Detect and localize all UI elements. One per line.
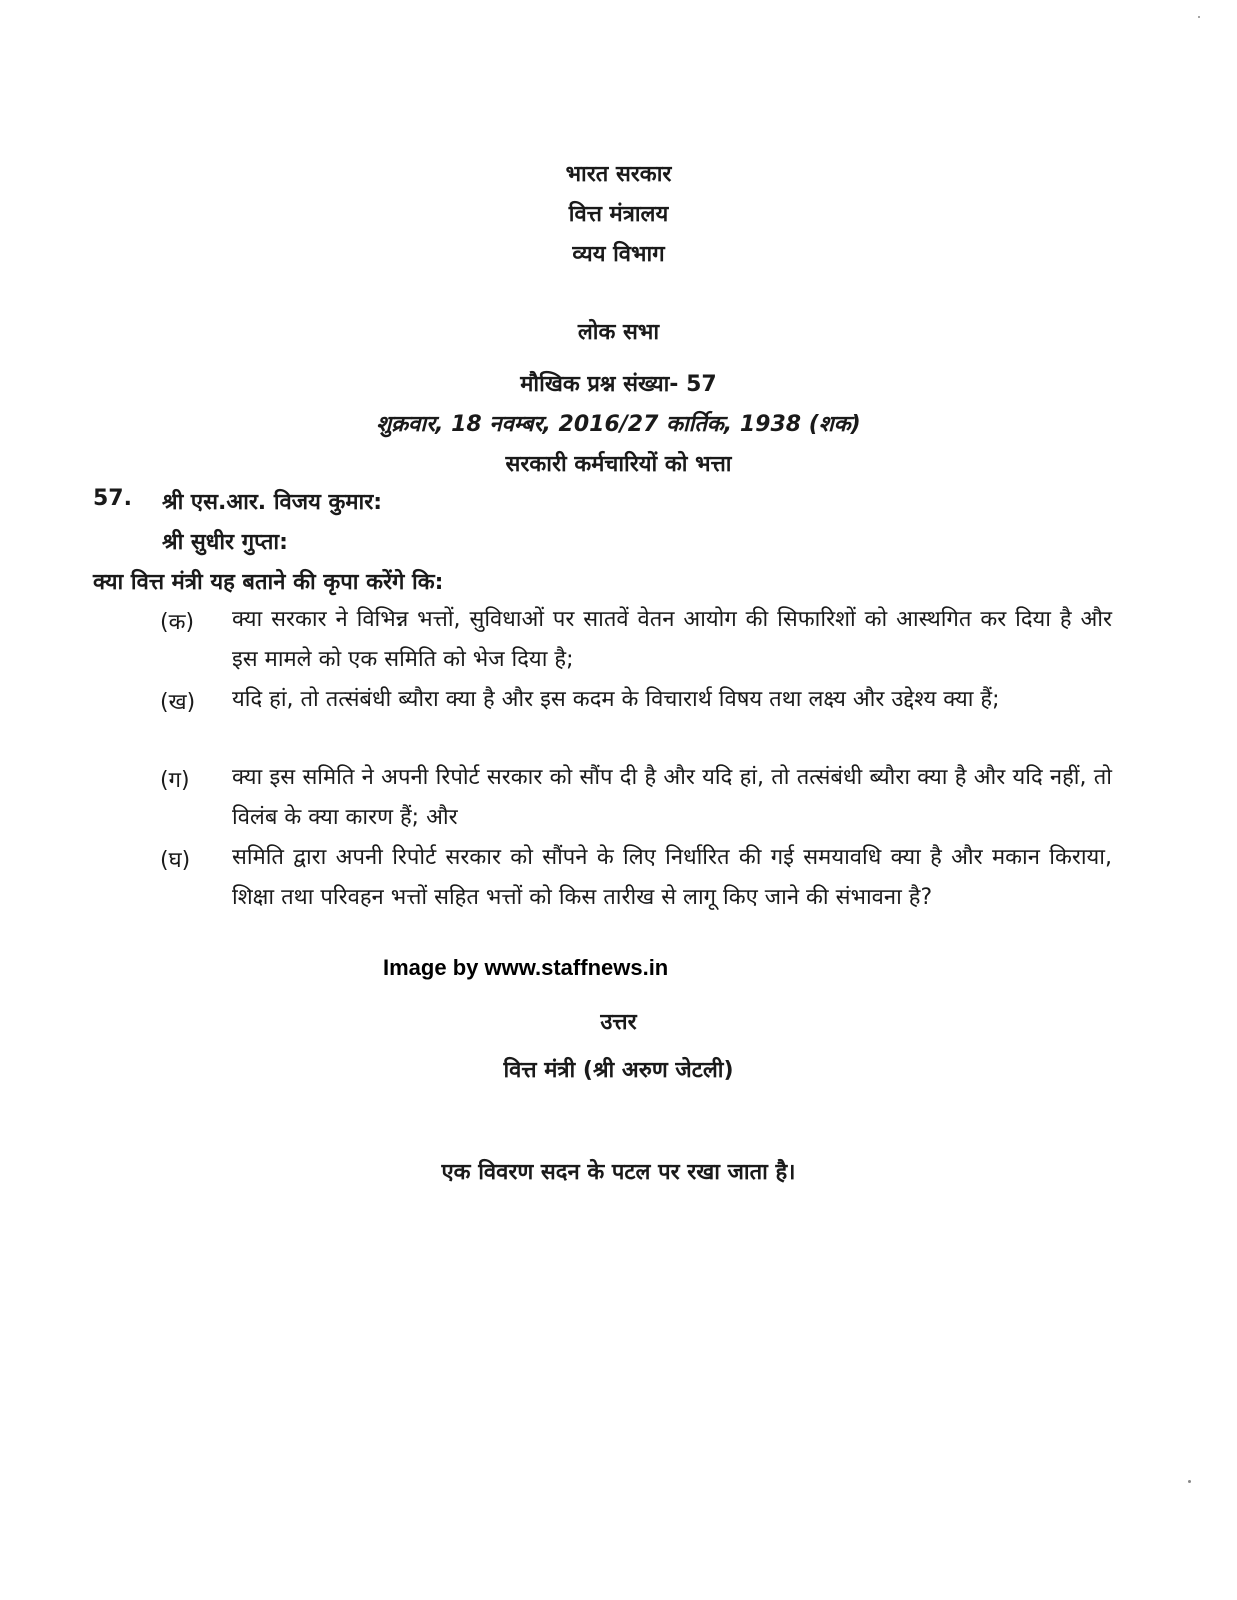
- answer-statement: एक विवरण सदन के पटल पर रखा जाता है।: [441, 1160, 796, 1185]
- header-department: व्यय विभाग: [572, 242, 665, 267]
- scan-speck: [1198, 16, 1200, 18]
- answer-heading: उत्तर: [600, 1010, 637, 1035]
- header-ministry: वित्त मंत्रालय: [568, 202, 669, 227]
- answer-minister: वित्त मंत्री (श्री अरुण जेटली): [503, 1058, 734, 1083]
- question-date: शुक्रवार, 18 नवम्बर, 2016/27 कार्तिक, 1938 (शक): [376, 412, 861, 437]
- item-text-kha: यदि हां, तो तत्संबंधी ब्यौरा क्या है और इस कदम के विचारार्थ विषय तथा लक्ष्य और उद्देश्य क्या हैं;: [232, 687, 1000, 712]
- item-label-ka: (क): [160, 610, 195, 635]
- item-text-ga: क्या इस समिति ने अपनी रिपोर्ट सरकार को सौंप दी है और यदि हां, तो तत्संबंधी ब्यौरा क्या है और यदि नहीं, तो विलंब के क्या कारण हैं; और: [232, 765, 1112, 830]
- watermark-text: Image by www.staffnews.in: [383, 955, 669, 980]
- question-number: 57.: [93, 486, 132, 511]
- question-intro: क्या वित्त मंत्री यह बताने की कृपा करेंगे कि:: [93, 570, 444, 595]
- house-name: लोक सभा: [577, 320, 660, 345]
- item-label-gha: (घ): [160, 848, 191, 873]
- item-label-ga: (ग): [160, 768, 190, 793]
- question-type: मौखिक प्रश्न संख्या- 57: [520, 372, 717, 397]
- item-text-gha: समिति द्वारा अपनी रिपोर्ट सरकार को सौंपने के लिए निर्धारित की गई समयावधि क्या है और मकान किराया, शिक्षा तथा परिवहन भत्तों सहित भत्तों को किस तारीख से लागू किए जाने की संभावना है?: [232, 845, 1112, 910]
- header-government: भारत सरकार: [565, 162, 672, 187]
- question-subject: सरकारी कर्मचारियों को भत्ता: [505, 452, 732, 477]
- scan-speck: [1188, 1480, 1191, 1483]
- member-2: श्री सुधीर गुप्ता:: [162, 530, 288, 555]
- member-1: श्री एस.आर. विजय कुमार:: [162, 490, 383, 515]
- item-text-ka: क्या सरकार ने विभिन्न भत्तों, सुविधाओं पर सातवें वेतन आयोग की सिफारिशों को आस्थगित कर दिया है और इस मामले को एक समिति को भेज दिया है;: [232, 607, 1112, 672]
- item-label-kha: (ख): [160, 690, 196, 715]
